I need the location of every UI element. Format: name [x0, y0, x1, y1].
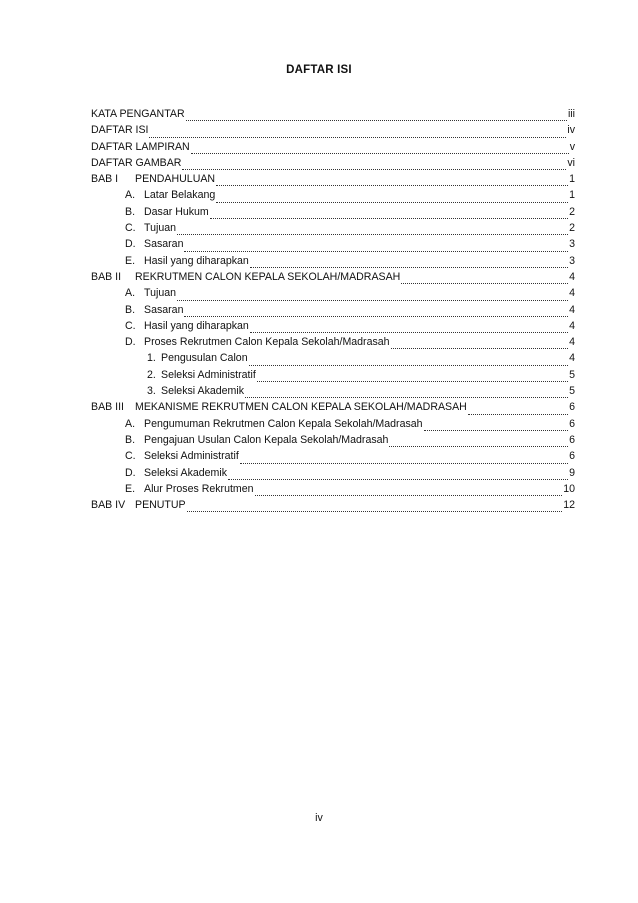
- table-of-contents: [91, 108, 575, 515]
- toc-leader: [424, 430, 569, 431]
- toc-row: [91, 320, 575, 336]
- toc-label: Seleksi Administratif: [161, 368, 256, 381]
- toc-label: Alur Proses Rekrutmen: [144, 482, 254, 495]
- toc-label: PENUTUP: [135, 499, 186, 512]
- page-title: DAFTAR ISI: [286, 64, 352, 76]
- toc-label: REKRUTMEN CALON KEPALA SEKOLAH/MADRASAH: [135, 270, 401, 283]
- toc-row-chapter: [91, 401, 575, 417]
- toc-number: E.: [125, 254, 136, 267]
- toc-label: Seleksi Akademik: [161, 385, 245, 398]
- toc-row: [91, 483, 575, 499]
- toc-label: Proses Rekrutmen Calon Kepala Sekolah/Madrasah: [144, 336, 390, 349]
- toc-row: [91, 255, 575, 271]
- toc-row: [91, 304, 575, 320]
- toc-number: D.: [125, 466, 136, 479]
- toc-page: v: [569, 140, 575, 153]
- toc-page: 6: [569, 401, 575, 414]
- toc-page: 5: [569, 385, 575, 398]
- toc-page: 9: [569, 466, 575, 479]
- toc-row: [91, 336, 575, 352]
- toc-row: [91, 467, 575, 483]
- toc-label: Seleksi Akademik: [144, 466, 228, 479]
- toc-row: [91, 157, 575, 173]
- toc-number: A.: [125, 417, 136, 430]
- toc-row-chapter: [91, 173, 575, 189]
- toc-leader: [245, 397, 568, 398]
- toc-page: 6: [569, 417, 575, 430]
- toc-label: KATA PENGANTAR: [91, 108, 185, 120]
- toc-leader: [389, 446, 568, 447]
- page-number: iv: [315, 812, 323, 824]
- toc-label: Latar Belakang: [144, 189, 216, 202]
- toc-page: 10: [563, 482, 575, 495]
- toc-page: vi: [567, 156, 575, 169]
- toc-label: Sasaran: [144, 303, 184, 316]
- toc-label: Seleksi Administratif: [144, 450, 239, 463]
- toc-leader: [216, 185, 568, 186]
- toc-page: 4: [569, 336, 575, 349]
- toc-row: [91, 141, 575, 157]
- toc-leader: [468, 414, 568, 415]
- toc-label: PENDAHULUAN: [135, 173, 216, 186]
- toc-leader: [182, 169, 566, 170]
- toc-row: [91, 385, 575, 401]
- toc-row: [91, 434, 575, 450]
- toc-page: 6: [569, 450, 575, 463]
- toc-page: 1: [569, 173, 575, 186]
- toc-row: [91, 206, 575, 222]
- toc-leader: [186, 120, 567, 121]
- toc-row: [91, 108, 575, 124]
- toc-number: C.: [125, 450, 136, 463]
- toc-number: 1.: [147, 352, 156, 365]
- toc-number: BAB III: [91, 401, 124, 414]
- toc-page: 4: [569, 303, 575, 316]
- toc-page: 12: [563, 499, 575, 512]
- toc-number: A.: [125, 189, 136, 202]
- toc-row: [91, 238, 575, 254]
- toc-page: 4: [569, 319, 575, 332]
- toc-page: 1: [569, 189, 575, 202]
- toc-leader: [250, 332, 568, 333]
- toc-number: D.: [125, 238, 136, 251]
- toc-label: DAFTAR GAMBAR: [91, 156, 182, 169]
- toc-page: 4: [569, 287, 575, 300]
- toc-number: 2.: [147, 368, 156, 381]
- toc-page: 2: [569, 222, 575, 235]
- toc-leader: [210, 218, 568, 219]
- toc-page: 3: [569, 254, 575, 267]
- toc-number: B.: [125, 433, 136, 446]
- toc-page: iii: [567, 108, 575, 120]
- toc-page: iv: [567, 124, 575, 137]
- toc-label: Hasil yang diharapkan: [144, 254, 249, 267]
- toc-leader: [257, 381, 568, 382]
- toc-leader: [391, 348, 569, 349]
- toc-row: [91, 222, 575, 238]
- toc-row: [91, 189, 575, 205]
- toc-label: DAFTAR ISI: [91, 124, 149, 137]
- toc-label: Pengumuman Rekrutmen Calon Kepala Sekolah/Madrasah: [144, 417, 423, 430]
- toc-leader: [228, 479, 568, 480]
- toc-row: [91, 124, 575, 140]
- toc-leader: [149, 137, 566, 138]
- toc-number: D.: [125, 336, 136, 349]
- toc-row: [91, 352, 575, 368]
- toc-row: [91, 287, 575, 303]
- toc-number: 3.: [147, 385, 156, 398]
- toc-page: 3: [569, 238, 575, 251]
- toc-label: Tujuan: [144, 222, 176, 235]
- toc-label: MEKANISME REKRUTMEN CALON KEPALA SEKOLAH/MADRASAH: [135, 401, 467, 414]
- toc-number: E.: [125, 482, 136, 495]
- toc-number: BAB I: [91, 173, 119, 186]
- toc-leader: [191, 153, 569, 154]
- toc-label: Pengajuan Usulan Calon Kepala Sekolah/Madrasah: [144, 433, 389, 446]
- toc-leader: [177, 300, 568, 301]
- toc-label: Sasaran: [144, 238, 184, 251]
- toc-leader: [184, 316, 568, 317]
- toc-label: Tujuan: [144, 287, 176, 300]
- toc-leader: [250, 267, 568, 268]
- toc-label: Dasar Hukum: [144, 205, 209, 218]
- toc-number: B.: [125, 205, 136, 218]
- toc-leader: [240, 463, 568, 464]
- toc-number: B.: [125, 303, 136, 316]
- toc-number: A.: [125, 287, 136, 300]
- toc-number: BAB II: [91, 270, 122, 283]
- toc-row-chapter: [91, 271, 575, 287]
- toc-leader: [184, 251, 568, 252]
- toc-row: [91, 418, 575, 434]
- toc-number: C.: [125, 319, 136, 332]
- toc-leader: [177, 234, 568, 235]
- toc-leader: [249, 365, 569, 366]
- toc-page: 4: [569, 270, 575, 283]
- toc-label: DAFTAR LAMPIRAN: [91, 140, 190, 153]
- toc-number: C.: [125, 222, 136, 235]
- toc-leader: [216, 202, 568, 203]
- toc-leader: [255, 495, 563, 496]
- toc-row-chapter: [91, 499, 575, 515]
- toc-page: 2: [569, 205, 575, 218]
- toc-label: Hasil yang diharapkan: [144, 319, 249, 332]
- toc-page: 4: [569, 352, 575, 365]
- toc-label: Pengusulan Calon: [161, 352, 248, 365]
- toc-page: 6: [569, 433, 575, 446]
- toc-row: [91, 450, 575, 466]
- toc-row: [91, 369, 575, 385]
- toc-leader: [401, 283, 568, 284]
- toc-leader: [187, 511, 563, 512]
- toc-number: BAB IV: [91, 499, 126, 512]
- toc-page: 5: [569, 368, 575, 381]
